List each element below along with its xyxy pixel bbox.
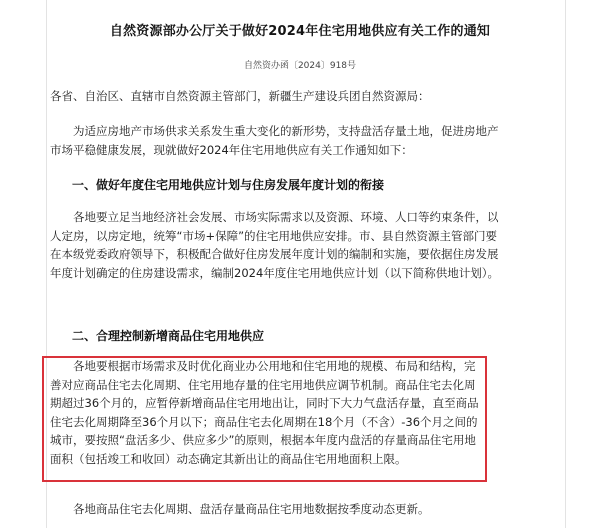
document-title: 自然资源部办公厅关于做好2024年住宅用地供应有关工作的通知	[109, 24, 491, 39]
section-1-body: 各地要立足当地经济社会发展、市场实际需求以及资源、环境、人口等约束条件，以人定房，以房定地，统筹“市场+保障”的住宅用地供应安排。市、县自然资源主管部门要在本级党委政府领导下，积极配合做好住房发展年度计划的编制和实施，要依据住房发展年度计划确定的住房建设需求，编制2024年度住宅用地供应计划（以下简称供地计划）。	[50, 210, 500, 280]
addressee-line: 各省、自治区、直辖市自然资源主管部门，新疆生产建设兵团自然资源局：	[50, 89, 430, 103]
section-2-body: 各地要根据市场需求及时优化商业办公用地和住宅用地的规模、布局和结构，完善对应商品住宅去化周期、住宅用地存量的住宅用地供应调节机制。商品住宅去化周期超过36个月的，应暂停新增商品住宅用地出让，同时下大力气盘活存量，直至商品住宅去化周期降至36个月以下；商品住宅去化周期在18个月（不含）-36个月之间的城市，要按照“盘活多少、供应多少”的原则，根据本年度内盘活的存量商品住宅用地面积（包括竣工和收回）动态确定其新出让的商品住宅用地面积上限。	[50, 359, 479, 466]
intro-paragraph: 为适应房地产市场供求关系发生重大变化的新形势，支持盘活存量土地，促进房地产市场平稳健康发展，现就做好2024年住宅用地供应有关工作通知如下：	[50, 124, 499, 157]
section-2-heading: 二、合理控制新增商品住宅用地供应	[72, 329, 265, 343]
document-number: 自然资办函〔2024〕918号	[243, 61, 357, 71]
section-1-heading: 一、做好年度住宅用地供应计划与住房发展年度计划的衔接	[72, 178, 385, 192]
section-2-after-paragraph: 各地商品住宅去化周期、盘活存量商品住宅用地数据按季度动态更新。	[73, 502, 430, 516]
